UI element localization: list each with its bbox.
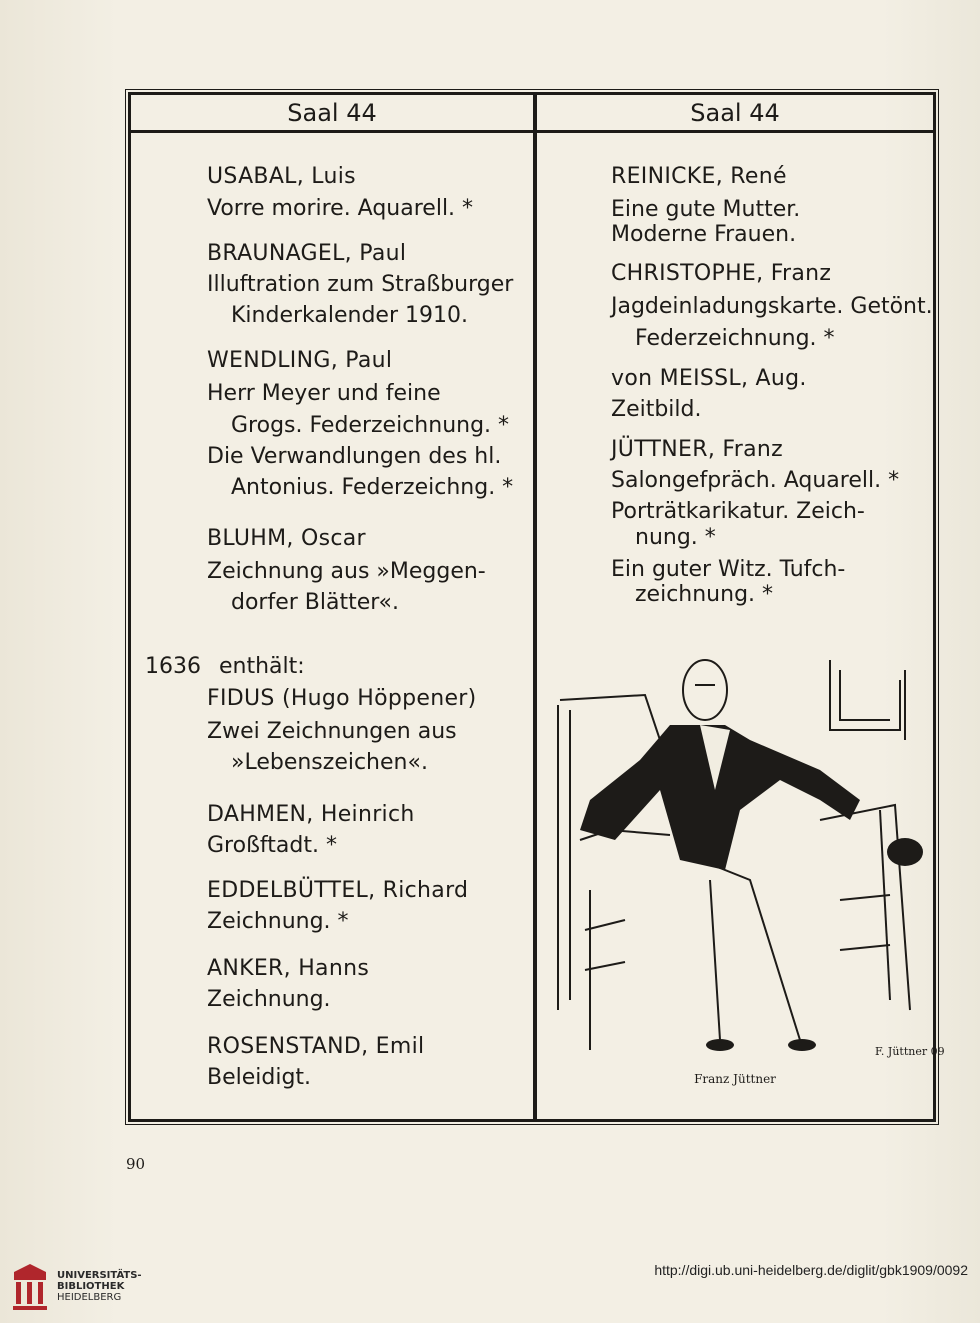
entry-line: Zeichnung. *: [207, 909, 349, 934]
catalog-number: 1636: [145, 654, 201, 679]
catalog-label: enthält:: [219, 654, 305, 679]
entry-line: »Lebenszeichen«.: [231, 750, 428, 775]
left-column-header: Saal 44: [287, 99, 377, 127]
entry-line: Kinderkalender 1910.: [231, 303, 468, 328]
entry-line: Zeichnung.: [207, 987, 331, 1012]
illustration-signature: F. Jüttner 09: [875, 1045, 945, 1058]
entry-line: Ein guter Witz. Tufch-: [611, 557, 846, 582]
university-seal-icon: [10, 1262, 50, 1312]
entry-line: Herr Meyer und feine: [207, 381, 441, 406]
entry-line: Zeitbild.: [611, 397, 702, 422]
entry-line: zeichnung. *: [635, 582, 774, 607]
entry-line: Jagdeinladungskarte. Getönt.: [611, 294, 933, 319]
entry-name-eddelbuettel: EDDELBÜTTEL, Richard: [207, 878, 469, 903]
entry-line: Porträtkarikatur. Zeich-: [611, 499, 865, 524]
entry-name-braunagel: BRAUNAGEL, Paul: [207, 241, 407, 266]
entry-name-bluhm: BLUHM, Oscar: [207, 526, 366, 551]
entry-line: Federzeichnung. *: [635, 326, 835, 351]
column-divider: [533, 92, 537, 1122]
entry-line: Großftadt. *: [207, 833, 337, 858]
entry-line: Beleidigt.: [207, 1065, 312, 1090]
entry-line: Salongefpräch. Aquarell. *: [611, 468, 900, 493]
page-number: 90: [126, 1155, 146, 1173]
entry-name-juettner: JÜTTNER, Franz: [611, 437, 783, 462]
source-url[interactable]: http://digi.ub.uni-heidelberg.de/diglit/gbk1909/0092: [654, 1262, 968, 1278]
entry-line: Eine gute Mutter.: [611, 197, 801, 222]
illustration-caption: Franz Jüttner: [694, 1072, 776, 1086]
entry-name-meissl: von MEISSL, Aug.: [611, 366, 807, 391]
entry-line: Zeichnung aus »Meggen-: [207, 559, 486, 584]
caricature-illustration: [550, 630, 945, 1095]
entry-line: dorfer Blätter«.: [231, 590, 399, 615]
entry-name-rosenstand: ROSENSTAND, Emil: [207, 1034, 425, 1059]
entry-line: Die Verwandlungen des hl.: [207, 444, 502, 469]
entry-line: Antonius. Federzeichng. *: [231, 475, 514, 500]
entry-line: Vorre morire. Aquarell. *: [207, 196, 474, 221]
entry-line: Grogs. Federzeichnung. *: [231, 413, 510, 438]
entry-name-usabal: USABAL, Luis: [207, 164, 356, 189]
right-column-header: Saal 44: [690, 99, 780, 127]
entry-name-wendling: WENDLING, Paul: [207, 348, 393, 373]
entry-name-anker: ANKER, Hanns: [207, 956, 370, 981]
entry-line: Moderne Frauen.: [611, 222, 797, 247]
entry-line: nung. *: [635, 525, 716, 550]
entry-line: Zwei Zeichnungen aus: [207, 719, 457, 744]
entry-name-christophe: CHRISTOPHE, Franz: [611, 261, 832, 286]
entry-name-dahmen: DAHMEN, Heinrich: [207, 802, 415, 827]
header-rule: [128, 130, 936, 133]
entry-name-fidus: FIDUS (Hugo Höppener): [207, 686, 477, 711]
entry-name-reinicke: REINICKE, René: [611, 164, 787, 189]
entry-line: Illuftration zum Straßburger: [207, 272, 514, 297]
library-name: UNIVERSITÄTS- BIBLIOTHEK HEIDELBERG: [57, 1270, 142, 1303]
